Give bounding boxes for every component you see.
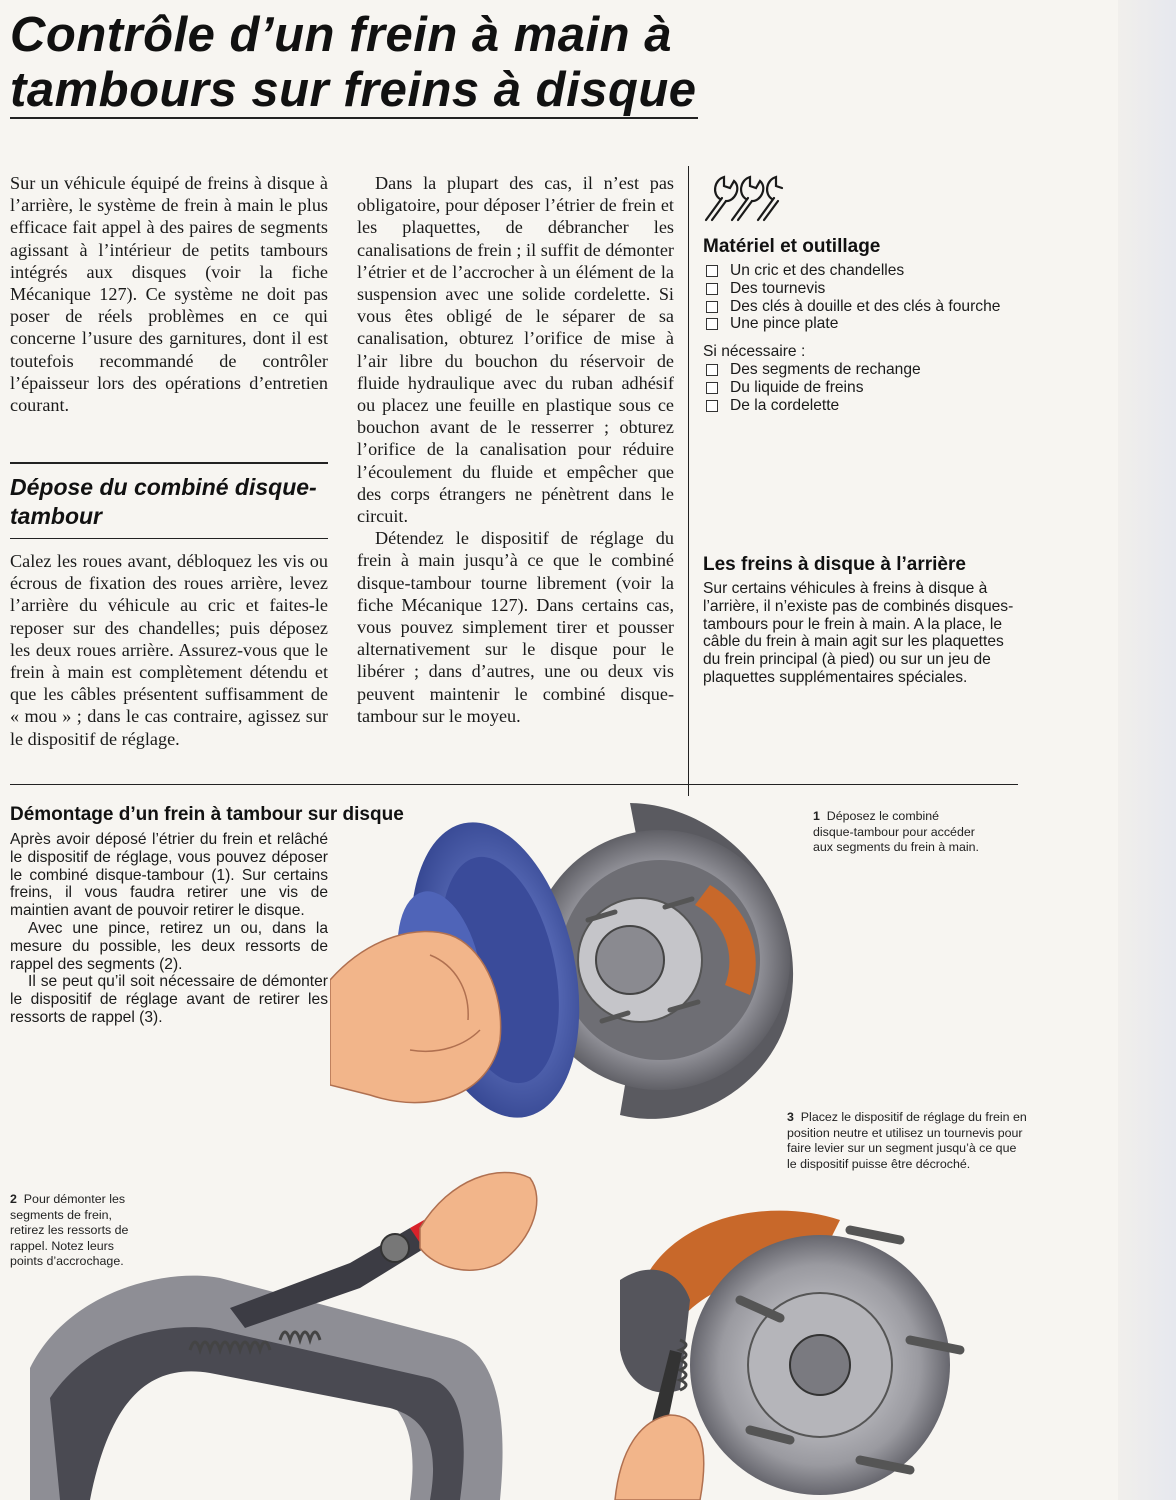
arriere-heading: Les freins à disque à l’arrière	[703, 554, 966, 575]
checklist-item-label: Des clés à douille et des clés à fourche	[730, 297, 1001, 315]
section-rule	[10, 538, 328, 539]
hub-cap	[596, 926, 664, 994]
materiel-list	[703, 262, 1019, 414]
checklist-item	[703, 397, 1019, 415]
backing-plate	[620, 1270, 690, 1393]
disc-drum-removal-illustration	[330, 795, 810, 1140]
section-rule	[10, 462, 328, 464]
checkbox-icon	[706, 364, 718, 376]
optional-label: Si nécessaire :	[703, 343, 806, 361]
checklist-item	[703, 298, 1019, 316]
demontage-text	[10, 831, 328, 1027]
hand	[420, 1172, 537, 1270]
middle-paragraph-1: Dans la plupart des cas, il n’est pas obligatoire, pour déposer l’étrier de frein et les plaquettes, de débrancher les canalisations de frein ; il suffit de démonter l’étrier et de l’accrocher à un élément de la suspension avec une solide cordelette. Si vous êtes obligé de le séparer de sa canalisation, obturez l’orifice de mise à l’air libre du bouchon du réservoir de fluide hydraulique avec du ruban adhésif ou placez une feuille en plastique sous ce bouchon avant de le resserrer ; obturez l’orifice de la canalisation pour réduire l’écoulement du fluide et empêcher que des corps étrangers ne pénètrent dans le circuit.	[357, 173, 674, 527]
demontage-paragraph-3: Il se peut qu’il soit nécessaire de démonter le dispositif de réglage avant de retirer les ressorts de rappel (3).	[10, 973, 328, 1026]
wrench-icon	[702, 172, 786, 224]
checklist-item-label: Une pince plate	[730, 315, 839, 333]
checklist-item	[703, 262, 1019, 280]
demontage-paragraph-2: Avec une pince, retirez un ou, dans la mesure du possible, les deux ressorts de rappel des segments (2).	[10, 919, 328, 973]
section-rule	[10, 784, 1018, 785]
checkbox-icon	[706, 283, 718, 295]
checkbox-icon	[706, 382, 718, 394]
middle-paragraph-2: Détendez le dispositif de réglage du frein à main jusqu’à ce que le combiné disque-tambour tourne librement (voir la fiche Mécanique 127). Dans certains cas, vous pouvez simplement tirer et pousser alternativement sur le disque pour le libérer ; dans d’autres, une ou deux vis peuvent maintenir le combiné disque-tambour sur le moyeu.	[357, 528, 674, 726]
middle-column	[357, 172, 674, 727]
hand	[330, 931, 501, 1102]
checklist-item	[703, 280, 1019, 298]
page-title: Contrôle d’un frein à main à tambours sur freins à disque	[10, 8, 697, 117]
demontage-heading: Démontage d’un frein à tambour sur disque	[10, 804, 404, 825]
page-edge	[1118, 0, 1176, 1500]
checklist-item	[703, 379, 1019, 397]
hub-screwdriver-illustration	[610, 1190, 990, 1500]
hand	[615, 1415, 704, 1500]
checklist-item-label: Un cric et des chandelles	[730, 262, 905, 279]
depose-heading: Dépose du combiné disque-tambour	[10, 474, 317, 529]
caption-2: 2 Pour démonter les segments de frein, retirez les ressorts de rappel. Notez leurs points d’accrochage.	[10, 1192, 129, 1269]
caption-3: 3 Placez le dispositif de réglage du frein en position neutre et utilisez un tournevis pour faire levier sur un segment jusqu’à ce que le dispositif puisse être décroché.	[787, 1110, 1027, 1171]
checkbox-icon	[706, 400, 718, 412]
intro-text	[10, 172, 328, 416]
checkbox-icon	[706, 265, 718, 277]
caption-1: 1 Déposez le combiné disque-tambour pour accéder aux segments du frein à main.	[813, 809, 979, 855]
column-divider	[688, 166, 689, 796]
checkbox-icon	[706, 318, 718, 330]
checklist-item	[703, 315, 1019, 333]
title-rule	[10, 117, 698, 119]
materiel-heading: Matériel et outillage	[703, 236, 881, 257]
arriere-paragraph: Sur certains véhicules à freins à disque à l’arrière, il n’existe pas de combinés disques-tambours pour le frein à main. A la place, le câble du frein à main agit sur les plaquettes du frein principal (à pied) ou sur un jeu de plaquettes supplémentaires spéciales.	[703, 580, 1014, 686]
arriere-text	[703, 580, 1019, 687]
checklist-item-label: Des segments de rechange	[730, 360, 921, 378]
checkbox-icon	[706, 301, 718, 313]
depose-text	[10, 550, 328, 750]
hub-nut	[790, 1335, 850, 1395]
pliers-spring-illustration	[30, 1168, 550, 1500]
pliers-pivot	[381, 1234, 409, 1262]
demontage-paragraph-1: Après avoir déposé l’étrier du frein et relâché le dispositif de réglage, vous pouvez déposer le combiné disque-tambour (1). Sur certains freins, il vous faudra retirer une vis de maintien avant de pouvoir retirer le disque.	[10, 831, 328, 920]
checklist-item	[703, 361, 1019, 379]
checklist-item-label: Du liquide de freins	[730, 378, 864, 396]
intro-paragraph: Sur un véhicule équipé de freins à disque à l’arrière, le système de frein à main le plus efficace fait appel à des paires de segments agissant à l’intérieur de petits tambours intégrés aux disques (voir la fiche Mécanique 127). Ce système ne doit pas poser de réels problèmes en ce qui concerne l’usure des garnitures, dont il est toutefois recommandé de contrôler l’épaisseur lors des opérations d’entretien courant.	[10, 173, 328, 416]
checklist-item-label: Des tournevis	[730, 279, 826, 297]
checklist-item-label: De la cordelette	[730, 396, 840, 414]
depose-paragraph: Calez les roues avant, débloquez les vis ou écrous de fixation des roues arrière, levez l’arrière du véhicule au cric et faites-le reposer sur des chandelles; puis déposez les deux roues arrière. Assurez-vous que le frein à main est complètement détendu et que les câbles présentent suffisamment de « mou » ; dans le cas contraire, agissez sur le dispositif de réglage.	[10, 551, 328, 749]
